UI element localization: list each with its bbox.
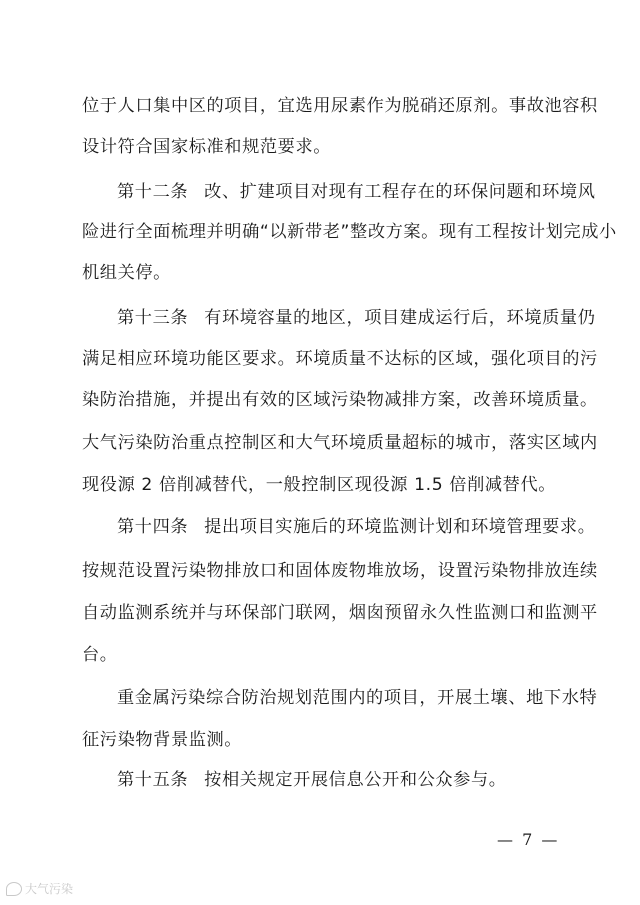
article-14-label: 第十四条 bbox=[117, 517, 189, 537]
text-line: 自动监测系统并与环保部门联网，烟囱预留永久性监测口和监测平 bbox=[82, 603, 598, 623]
article-12-text: 改、扩建项目对现有工程存在的环保问题和环境风 bbox=[204, 182, 596, 202]
text-line: 重金属污染综合防治规划范围内的项目，开展土壤、地下水特 bbox=[117, 688, 598, 708]
text-line: 位于人口集中区的项目，宜选用尿素作为脱硝还原剂。事故池容积 bbox=[82, 96, 598, 116]
text-line: 按规范设置污染物排放口和固体废物堆放场，设置污染物排放连续 bbox=[82, 561, 598, 581]
watermark-text: 大气污染 bbox=[25, 882, 74, 896]
text-line: 机组关停。 bbox=[82, 263, 171, 283]
text-line: 险进行全面梳理并明确“以新带老”整改方案。现有工程按计划完成小 bbox=[82, 222, 617, 242]
article-15-line bbox=[117, 770, 507, 790]
article-12-label: 第十二条 bbox=[117, 182, 189, 202]
weibo-logo-icon bbox=[6, 882, 22, 896]
article-12-line bbox=[117, 182, 595, 202]
text-line: 大气污染防治重点控制区和大气环境质量超标的城市，落实区域内 bbox=[82, 433, 598, 453]
article-15-label: 第十五条 bbox=[117, 770, 189, 790]
text-line: 现役源 2 倍削减替代，一般控制区现役源 1.5 倍削减替代。 bbox=[82, 475, 557, 495]
article-14-text: 提出项目实施后的环境监测计划和环境管理要求。 bbox=[204, 517, 596, 537]
page-number: — 7 — bbox=[497, 830, 560, 849]
text-line: 设计符合国家标准和规范要求。 bbox=[82, 137, 332, 157]
watermark bbox=[6, 880, 73, 897]
text-line: 染防治措施，并提出有效的区域污染物减排方案，改善环境质量。 bbox=[82, 390, 598, 410]
article-13-line bbox=[117, 308, 595, 328]
article-13-text: 有环境容量的地区，项目建成运行后，环境质量仍 bbox=[204, 308, 596, 328]
text-line: 满足相应环境功能区要求。环境质量不达标的区域，强化项目的污 bbox=[82, 349, 598, 369]
article-15-text: 按相关规定开展信息公开和公众参与。 bbox=[204, 770, 507, 790]
article-13-label: 第十三条 bbox=[117, 308, 189, 328]
text-line: 台。 bbox=[82, 645, 118, 665]
article-14-line bbox=[117, 517, 595, 537]
text-line: 征污染物背景监测。 bbox=[82, 730, 243, 750]
